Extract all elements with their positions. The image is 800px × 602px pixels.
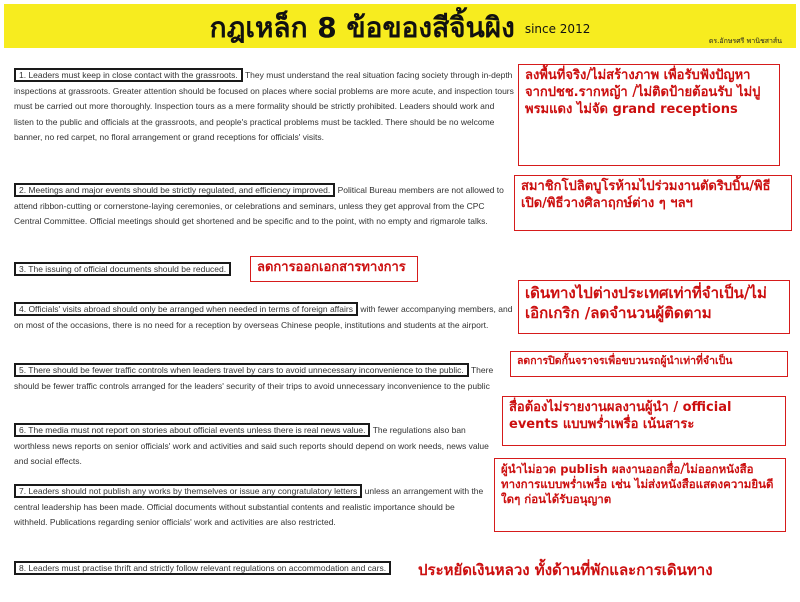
rule-7-note: ผู้นำไม่อวด publish ผลงานออกสื่อ/ไม่ออกหนังสือทางการแบบพร่ำเพรื่อ เช่น ไม่ส่งหนังสือแสดงความยินดีใดๆ ก่อนได้รับอนุญาต xyxy=(494,458,786,532)
rule-6-lead: 6. The media must not report on stories about official events unless there is real news value. xyxy=(14,423,370,437)
author-credit: ดร.อักษรศรี พานิชสาส์น xyxy=(708,37,782,45)
rule-5-note: ลดการปิดกั้นจราจรเพื่อขบวนรถผู้นำเท่าที่จำเป็น xyxy=(510,351,788,377)
title-bar xyxy=(4,4,796,48)
rule-3 xyxy=(14,262,254,278)
rule-7-text: unless an arrangement with the central leadership has been made. Official documents without substantial contents and realistic importance should be withheld. Publications regarding senior officials' work and activities are also restricted. xyxy=(14,486,484,527)
page-title xyxy=(4,6,796,50)
rule-2 xyxy=(14,183,514,230)
rule-5-text: There should be fewer traffic controls arranged for the leaders' security of their trips to avoid unnecessary inconvenience to the public xyxy=(14,365,494,391)
rule-2-lead: 2. Meetings and major events should be strictly regulated, and efficiency improved. xyxy=(14,183,335,197)
rule-5 xyxy=(14,363,514,394)
rule-8 xyxy=(14,561,404,577)
rule-3-lead: 3. The issuing of official documents should be reduced. xyxy=(14,262,231,276)
since-label: since 2012 xyxy=(524,22,591,36)
rule-4-text: with fewer accompanying members, and on most of the occasions, there is no need for a reception by overseas Chinese people, institutions and students at the airport. xyxy=(14,304,513,330)
rule-6 xyxy=(14,423,504,470)
rule-4 xyxy=(14,302,514,333)
rule-2-note: สมาชิกโปลิตบูโรห้ามไปร่วมงานตัดริบบิ้น/พิธีเปิด/พิธีวางศิลาฤกษ์ต่าง ๆ ฯลฯ xyxy=(514,175,792,231)
rule-6-text: The regulations also ban worthless news reports on senior officials' work and activities and said such reports should depend on work needs, news value and social effects. xyxy=(14,425,489,466)
rule-1 xyxy=(14,68,514,146)
rule-6-note: สื่อต้องไม่รายงานผลงานผู้นำ / official events แบบพร่ำเพรื่อ เน้นสาระ xyxy=(502,396,786,446)
rule-7-lead: 7. Leaders should not publish any works by themselves or issue any congratulatory letters xyxy=(14,484,362,498)
rule-1-text: They must understand the real situation facing society through in-depth inspections at grassroots. Greater attention should be focused on places where social problems are more acute, and inspection tours must be carried out more thoroughly. Inspection tours as a mere formality should be strictly prohibited. Leaders should work and listen to the public and officials at the grassroots, and people's practical problems must be tackled. There should be no welcome banner, no red carpet, no floral arrangement or grand receptions for officials' visits. xyxy=(14,70,514,142)
rule-2-text: Political Bureau members are not allowed to attend ribbon-cutting or cornerstone-laying ceremonies, or celebrations and seminars, unless they get approval from the CPC Central Committee. Official meetings should get shortened and be specific and to the point, with no empty and rigmarole talks. xyxy=(14,185,504,226)
rule-5-lead: 5. There should be fewer traffic controls when leaders travel by cars to avoid unnecessary inconvenience to the public. xyxy=(14,363,469,377)
rule-3-note: ลดการออกเอกสารทางการ xyxy=(250,256,418,282)
rule-4-note: เดินทางไปต่างประเทศเท่าที่จำเป็น/ไม่เอิกเกริก /ลดจำนวนผู้ติดตาม xyxy=(518,280,790,334)
rule-4-lead: 4. Officials' visits abroad should only be arranged when needed in terms of foreign affairs xyxy=(14,302,358,316)
rule-1-lead: 1. Leaders must keep in close contact with the grassroots. xyxy=(14,68,243,82)
rule-1-note: ลงพื้นที่จริง/ไม่สร้างภาพ เพื่อรับฟังปัญหาจากปชช.รากหญ้า /ไม่ติดป้ายต้อนรับ ไม่ปูพรมแดง ไม่จัด grand receptions xyxy=(518,64,780,166)
rule-8-lead: 8. Leaders must practise thrift and strictly follow relevant regulations on accommodation and cars. xyxy=(14,561,391,575)
title-text: กฎเหล็ก 8 ข้อของสีจิ้นผิง xyxy=(209,11,515,44)
rule-7 xyxy=(14,484,490,531)
rule-8-note: ประหยัดเงินหลวง ทั้งด้านที่พักและการเดินทาง xyxy=(418,561,713,579)
